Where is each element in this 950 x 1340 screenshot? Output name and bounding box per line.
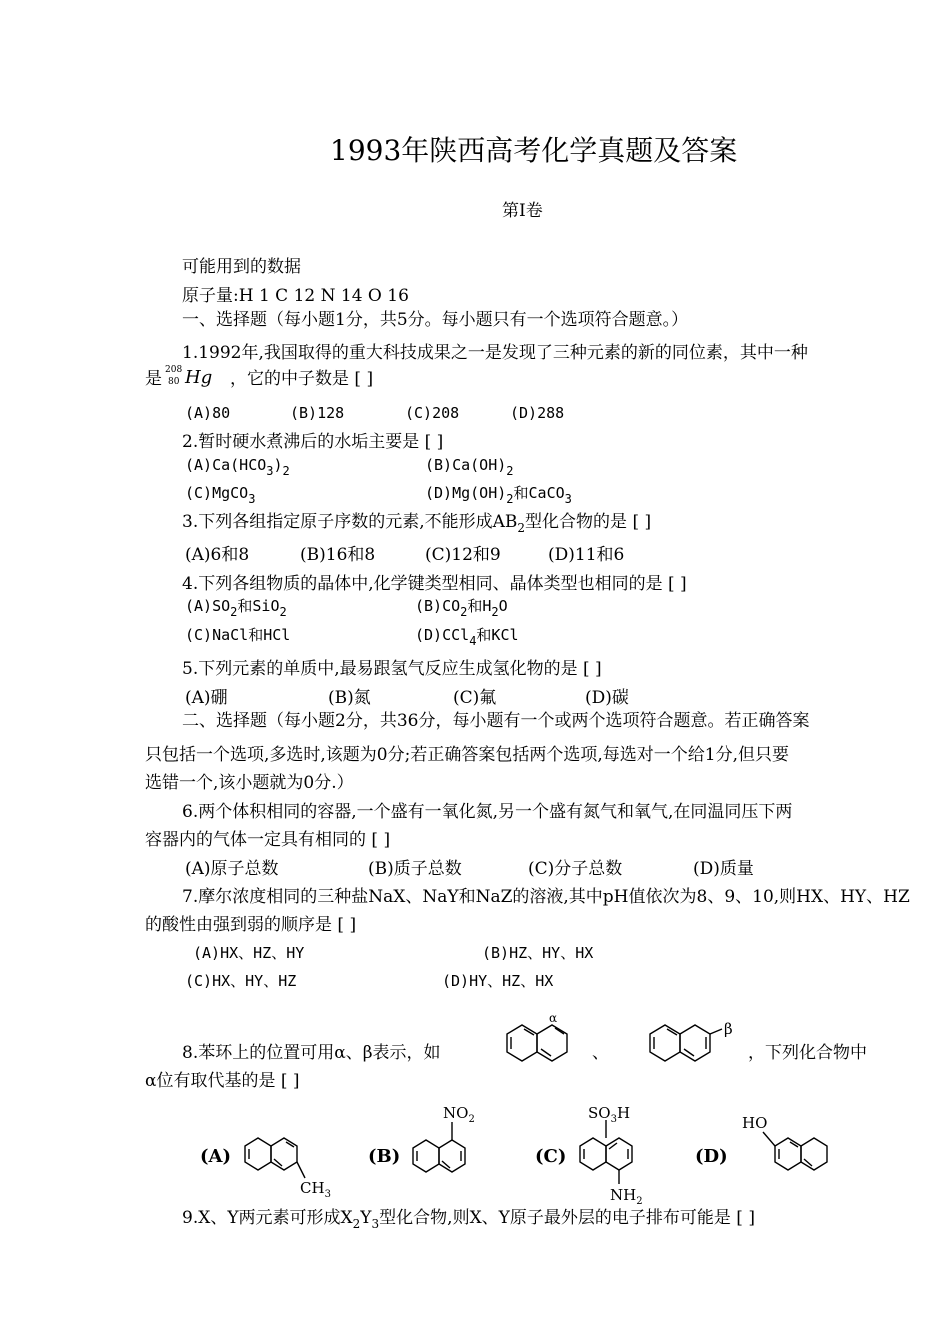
q6-line1: 6.两个体积相同的容器,一个盛有一氧化氮,另一个盛有氮气和氧气,在同温同压下两 xyxy=(182,802,793,822)
q1-option-c: (C)208 xyxy=(405,404,460,422)
q2-option-c: (C)MgCO$_3$ xyxy=(185,484,256,506)
q4-option-b: $(B)CO_2$和$H_2O$ xyxy=(415,597,508,619)
q1-option-b: (B)128 xyxy=(290,404,345,422)
isotope-notation xyxy=(165,365,225,393)
q5-stem: 5.下列元素的单质中,最易跟氢气反应生成氢化物的是 [ ] xyxy=(182,659,602,679)
q8-line1-post: ，下列化合物中 xyxy=(748,1043,867,1063)
naphthalene-alpha-structure xyxy=(495,1012,585,1072)
atomic-masses: 原子量:H 1 C 12 N 14 O 16 xyxy=(182,286,409,306)
q6-option-a: (A)原子总数 xyxy=(185,859,279,879)
structure-c xyxy=(580,1120,632,1184)
q7-option-b: (B)HZ、HY、HX xyxy=(482,944,594,962)
beta-label: β xyxy=(724,1020,733,1038)
q5-option-c: (C)氟 xyxy=(453,688,497,708)
q4-option-c: (C)NaCl和HCl xyxy=(185,626,291,644)
q4-stem: 4.下列各组物质的晶体中,化学键类型相同、晶体类型也相同的是 [ ] xyxy=(182,574,687,594)
q6-option-d: (D)质量 xyxy=(693,859,754,879)
q2-option-a: $(A)Ca(HCO_3)_2$ xyxy=(185,456,290,478)
part2-line1: 二、选择题（每小题2分，共36分，每小题有一个或两个选项符合题意。若正确答案 xyxy=(182,711,810,731)
q3-option-b: (B)16和8 xyxy=(300,545,376,565)
q4-option-d: (D)CCl$_4$和KCl xyxy=(415,626,519,648)
q3-option-d: (D)11和6 xyxy=(548,545,625,565)
q7-line1: 7.摩尔浓度相同的三种盐NaX、NaY和NaZ的溶液,其中pH值依次为8、9、10,则HX、HY、HZ xyxy=(182,887,910,907)
mass-number: 208 xyxy=(165,365,183,375)
q8-label-c: (C) xyxy=(535,1146,567,1167)
q3-option-a: (A)6和8 xyxy=(185,545,250,565)
q7-option-d: (D)HY、HZ、HX xyxy=(442,972,554,990)
so3h-group: $SO_3H$ xyxy=(588,1104,631,1125)
page-title: 1993年陕西高考化学真题及答案 xyxy=(330,134,738,167)
q6-line2: 容器内的气体一定具有相同的 [ ] xyxy=(145,830,391,850)
naphthalene-beta-structure xyxy=(640,1012,745,1072)
q6-option-b: (B)质子总数 xyxy=(368,859,462,879)
element-symbol: Hg xyxy=(185,367,213,388)
q9-stem: 9.X、Y两元素可形成$X_2Y_3$型化合物,则X、Y原子最外层的电子排布可能是 [ ] xyxy=(182,1208,755,1231)
q3-stem: 3.下列各组指定原子序数的元素,不能形成$AB_2$型化合物的是 [ ] xyxy=(182,512,652,535)
q7-option-a: (A)HX、HZ、HY xyxy=(193,944,305,962)
q7-line2: 的酸性由强到弱的顺序是 [ ] xyxy=(145,915,357,935)
q3-option-c: (C)12和9 xyxy=(425,545,501,565)
q1-option-a: (A)80 xyxy=(185,404,231,422)
q8-label-b: (B) xyxy=(368,1146,401,1167)
q2-option-d: $(D)Mg(OH)_2$和CaCO$_3$ xyxy=(425,484,572,506)
atomic-number: 80 xyxy=(168,377,180,387)
q8-options-structures xyxy=(190,1100,870,1210)
ch3-group: $CH_3$ xyxy=(300,1179,331,1200)
q8-line2: α位有取代基的是 [ ] xyxy=(145,1071,300,1091)
alpha-label: α xyxy=(549,1012,558,1025)
structure-b xyxy=(413,1122,465,1172)
data-heading: 可能用到的数据 xyxy=(182,257,301,277)
part2-line3: 选错一个,该小题就为0分.） xyxy=(145,773,354,793)
no2-group: $NO_2$ xyxy=(443,1104,475,1125)
q8-line1-pre: 8.苯环上的位置可用α、β表示，如 xyxy=(182,1043,441,1063)
q1-line2-post: ，它的中子数是 [ ] xyxy=(230,369,374,389)
q7-option-c: (C)HX、HY、HZ xyxy=(185,972,297,990)
nh2-group: $NH_2$ xyxy=(610,1186,643,1207)
q5-option-a: (A)硼 xyxy=(185,688,228,708)
part2-line2: 只包括一个选项,多选时,该题为0分;若正确答案包括两个选项,每选对一个给1分,但只要 xyxy=(145,745,789,765)
q8-separator: 、 xyxy=(592,1043,609,1063)
q2-stem: 2.暂时硬水煮沸后的水垢主要是 [ ] xyxy=(182,432,444,452)
structure-d xyxy=(763,1132,827,1170)
q1-line2-pre: 是 xyxy=(145,369,162,389)
q5-option-b: (B)氮 xyxy=(328,688,371,708)
q6-option-c: (C)分子总数 xyxy=(528,859,623,879)
q1-option-d: (D)288 xyxy=(510,404,565,422)
section-heading: 第Ⅰ卷 xyxy=(502,201,543,221)
q5-option-d: (D)碳 xyxy=(585,688,629,708)
q2-option-b: $(B)Ca(OH)_2$ xyxy=(425,456,514,478)
q1-line1: 1.1992年,我国取得的重大科技成果之一是发现了三种元素的新的同位素，其中一种 xyxy=(182,343,808,363)
q8-label-a: (A) xyxy=(200,1146,231,1167)
oh-group: HO xyxy=(742,1114,768,1132)
q8-label-d: (D) xyxy=(695,1146,728,1167)
part1-heading: 一、选择题（每小题1分，共5分。每小题只有一个选项符合题意。） xyxy=(182,310,689,330)
structure-a xyxy=(245,1138,305,1178)
q4-option-a: $(A)SO_2$和SiO$_2$ xyxy=(185,597,287,619)
